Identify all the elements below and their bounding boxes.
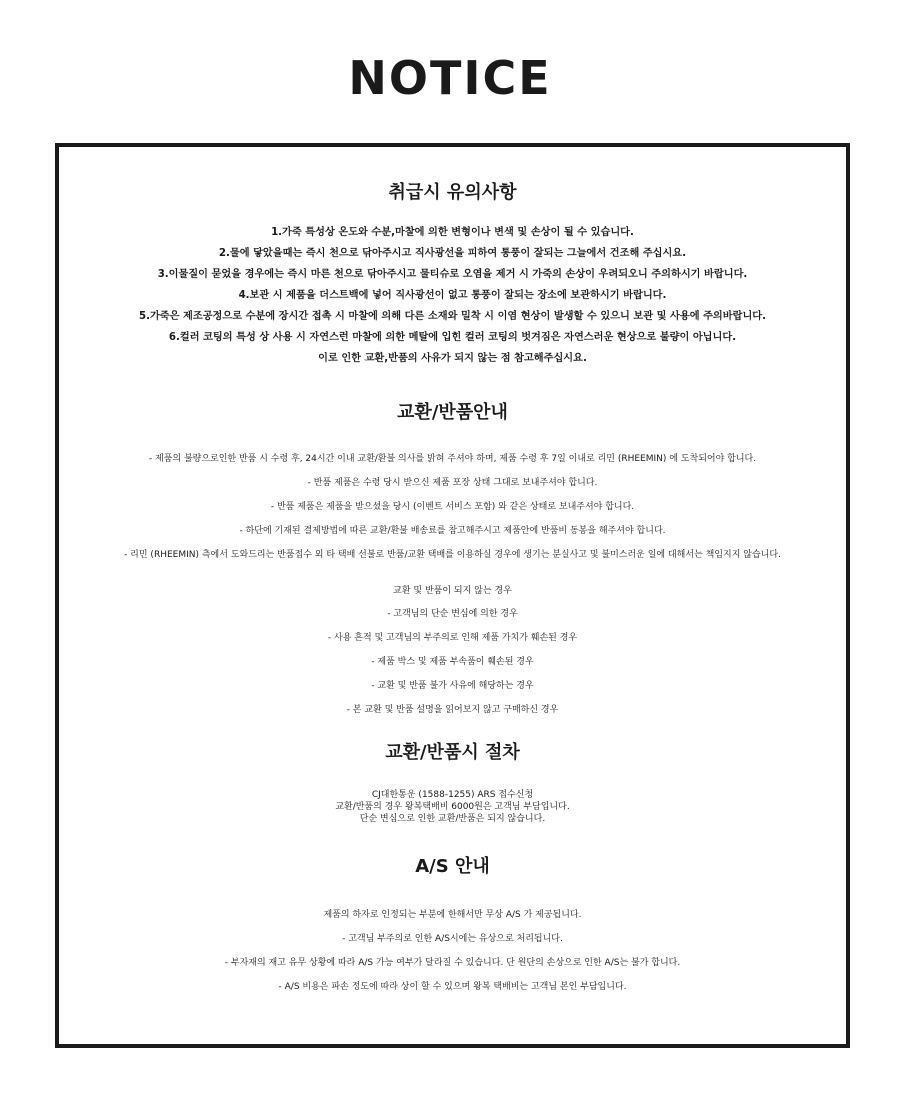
procedure-line-2: 교환/반품의 경우 왕복택배비 6000원은 고객님 부담입니다. — [335, 802, 570, 812]
procedure-line-3: 단순 변심으로 인한 교환/반품은 되지 않습니다. — [359, 814, 546, 824]
as-line-3: - 부자재의 재고 유무 상황에 따라 A/S 가능 여부가 달라질 수 있습니다. 단 원단의 손상으로 인한 A/S는 불가 합니다. — [224, 958, 681, 968]
care-line-7: 이로 인한 교환,반품의 사유가 되지 않는 점 참고해주십시요. — [318, 353, 587, 364]
procedure-section-title: 교환/반품시 절차 — [385, 742, 520, 763]
exchange-line-2: - 반품 제품은 수령 당시 받으신 제품 포장 상태 그대로 보내주셔야 합니다. — [307, 478, 598, 488]
not-allowed-item-5: - 본 교환 및 반품 설명을 읽어보지 않고 구매하신 경우 — [346, 705, 559, 715]
care-line-6: 6.컬러 코팅의 특성 상 사용 시 자연스런 마찰에 의한 메탈에 입힌 컬러 코팅의 벗겨짐은 자연스러운 현상으로 불량이 아닙니다. — [168, 332, 737, 343]
not-allowed-heading: 교환 및 반품이 되지 않는 경우 — [393, 586, 512, 596]
care-line-4: 4.보관 시 제품을 더스트백에 넣어 직사광선이 없고 통풍이 잘되는 장소에 보관하시기 바랍니다. — [238, 290, 667, 301]
not-allowed-item-1: - 고객님의 단순 변심에 의한 경우 — [387, 609, 518, 619]
exchange-line-5: - 리민 (RHEEMIN) 측에서 도와드리는 반품접수 외 타 택배 선불로 반품/교환 택배를 이용하실 경우에 생기는 분실사고 및 불미스러운 일에 대해서는 책임지지 않습니다. — [124, 550, 781, 560]
exchange-line-3: - 반품 제품은 제품을 받으셨을 당시 (이벤트 서비스 포함) 와 같은 상태로 보내주셔야 합니다. — [270, 502, 635, 512]
procedure-line-1: CJ대한통운 (1588-1255) ARS 접수신청 — [371, 790, 534, 800]
as-section-title: A/S 안내 — [415, 856, 490, 877]
care-line-5: 5.가죽은 제조공정으로 수분에 장시간 접촉 시 마찰에 의해 다른 소재와 밀착 시 이염 현상이 발생할 수 있으니 보관 및 사용에 주의바랍니다. — [138, 311, 767, 322]
care-line-3: 3.이물질이 묻었을 경우에는 즉시 마른 천으로 닦아주시고 물티슈로 오염을 제거 시 가죽의 손상이 우려되오니 주의하시기 바랍니다. — [157, 269, 748, 280]
care-section-title: 취급시 유의사항 — [388, 182, 517, 203]
page-title: NOTICE — [348, 51, 552, 105]
exchange-line-4: - 하단에 기재된 결제방법에 따른 교환/환불 배송료를 참고해주시고 제품안에 반품비 동봉을 해주셔야 합니다. — [239, 526, 666, 536]
not-allowed-item-4: - 교환 및 반품 불가 사유에 해당하는 경우 — [371, 681, 534, 691]
exchange-line-1: - 제품의 불량으로인한 반품 시 수령 후, 24시간 이내 교환/환불 의사를 밝혀 주셔야 하며, 제품 수령 후 7일 이내로 리민 (RHEEMIN) 에 도착되어야 합니다. — [148, 454, 757, 464]
not-allowed-item-2: - 사용 흔적 및 고객님의 부주의로 인해 제품 가치가 훼손된 경우 — [327, 633, 578, 643]
notice-box — [55, 143, 850, 1048]
as-line-2: - 고객님 부주의로 인한 A/S시에는 유상으로 처리됩니다. — [342, 934, 563, 944]
exchange-section-title: 교환/반품안내 — [397, 402, 508, 423]
not-allowed-item-3: - 제품 박스 및 제품 부속품이 훼손된 경우 — [371, 657, 534, 667]
care-line-2: 2.물에 닿았을때는 즉시 천으로 닦아주시고 직사광선을 피하여 통풍이 잘되는 그늘에서 건조해 주십시요. — [218, 248, 687, 259]
care-line-1: 1.가죽 특성상 온도와 수분,마찰에 의한 변형이나 변색 및 손상이 될 수 있습니다. — [271, 227, 634, 238]
as-line-1: 제품의 하자로 인정되는 부분에 한해서만 무상 A/S 가 제공됩니다. — [323, 910, 582, 920]
as-line-4: - A/S 비용은 파손 정도에 따라 상이 할 수 있으며 왕복 택배비는 고객님 본인 부담입니다. — [278, 982, 627, 992]
